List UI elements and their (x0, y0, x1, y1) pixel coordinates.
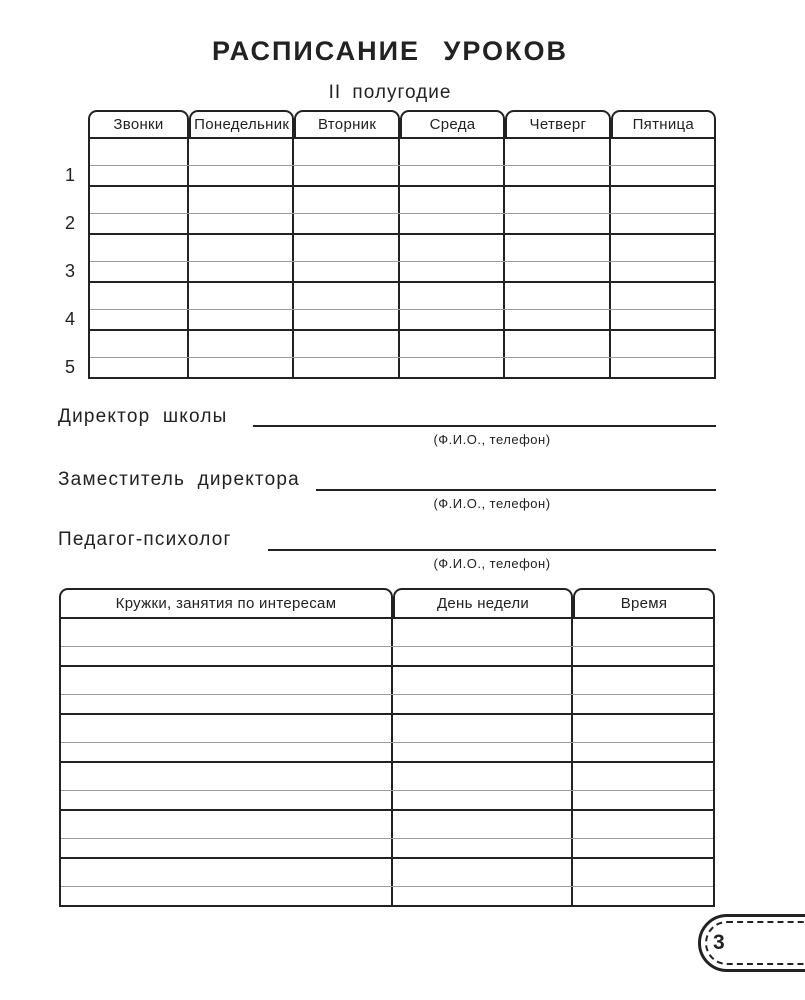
table-row (90, 187, 714, 214)
table-row (61, 695, 713, 713)
table-row-group (61, 715, 713, 763)
empty-cell (294, 310, 399, 329)
empty-cell (393, 763, 573, 790)
column-header-monday: Понедельник (189, 110, 294, 137)
empty-cell (573, 667, 713, 694)
empty-cell (294, 358, 399, 377)
column-header-thursday: Четверг (505, 110, 610, 137)
table-row-group (61, 763, 713, 811)
staff-label: Директор школы (58, 406, 228, 427)
empty-cell (400, 358, 505, 377)
column-header-weekday: День недели (393, 588, 573, 617)
empty-cell (393, 791, 573, 809)
schedule-table-body (88, 137, 716, 379)
empty-cell (90, 358, 189, 377)
empty-cell (90, 283, 189, 309)
empty-cell (90, 235, 189, 261)
empty-cell (189, 358, 294, 377)
empty-cell (189, 262, 294, 281)
table-row-group (90, 235, 714, 283)
table-row (61, 791, 713, 809)
empty-cell (294, 214, 399, 233)
empty-cell (573, 695, 713, 713)
empty-cell (400, 262, 505, 281)
empty-cell (573, 619, 713, 646)
table-row (90, 166, 714, 185)
empty-cell (393, 887, 573, 905)
table-row-group (90, 283, 714, 331)
empty-cell (573, 715, 713, 742)
empty-cell (505, 214, 610, 233)
empty-cell (393, 667, 573, 694)
empty-cell (505, 358, 610, 377)
empty-cell (611, 331, 714, 357)
empty-cell (505, 235, 610, 261)
empty-cell (393, 859, 573, 886)
empty-cell (400, 214, 505, 233)
empty-cell (611, 283, 714, 309)
empty-cell (505, 166, 610, 185)
empty-cell (393, 715, 573, 742)
empty-cell (189, 283, 294, 309)
empty-cell (393, 647, 573, 665)
table-row (90, 310, 714, 329)
clubs-table (59, 588, 715, 907)
empty-cell (189, 139, 294, 165)
empty-cell (573, 839, 713, 857)
empty-cell (573, 743, 713, 761)
page-title: РАСПИСАНИЕ УРОКОВ (212, 36, 568, 66)
empty-cell (61, 763, 393, 790)
lesson-row-number: 1 (64, 165, 75, 185)
empty-cell (61, 887, 393, 905)
lesson-row-number: 4 (64, 309, 75, 329)
empty-cell (611, 262, 714, 281)
table-row (61, 859, 713, 887)
table-row (61, 667, 713, 695)
table-row (61, 715, 713, 743)
empty-cell (573, 647, 713, 665)
empty-cell (611, 187, 714, 213)
table-row (61, 619, 713, 647)
empty-cell (189, 235, 294, 261)
empty-cell (505, 139, 610, 165)
column-header-friday: Пятница (611, 110, 716, 137)
empty-cell (505, 310, 610, 329)
table-row (90, 283, 714, 310)
empty-cell (61, 695, 393, 713)
empty-cell (573, 859, 713, 886)
empty-cell (61, 619, 393, 646)
empty-cell (90, 262, 189, 281)
column-header-bells: Звонки (88, 110, 189, 137)
lesson-row-number: 2 (64, 213, 75, 233)
empty-cell (611, 310, 714, 329)
fio-phone-hint: (Ф.И.О., телефон) (433, 556, 551, 571)
empty-cell (61, 715, 393, 742)
empty-cell (294, 331, 399, 357)
empty-cell (505, 331, 610, 357)
empty-cell (61, 667, 393, 694)
lesson-row-number: 3 (64, 261, 75, 281)
empty-cell (400, 166, 505, 185)
column-header-clubs: Кружки, занятия по интересам (59, 588, 393, 617)
empty-cell (294, 187, 399, 213)
page-number: 3 (713, 931, 725, 954)
empty-cell (189, 214, 294, 233)
empty-cell (400, 139, 505, 165)
table-row-group (61, 667, 713, 715)
table-row (61, 887, 713, 905)
empty-cell (61, 647, 393, 665)
fill-in-line (316, 489, 716, 491)
table-row (90, 262, 714, 281)
empty-cell (189, 166, 294, 185)
column-header-tuesday: Вторник (294, 110, 399, 137)
schedule-header-row (88, 110, 716, 137)
lesson-row-number: 5 (64, 357, 75, 377)
table-row (90, 139, 714, 166)
table-row (90, 331, 714, 358)
column-header-wednesday: Среда (400, 110, 505, 137)
fill-in-line (253, 425, 716, 427)
empty-cell (400, 310, 505, 329)
table-row (61, 811, 713, 839)
empty-cell (573, 811, 713, 838)
table-row-group (90, 187, 714, 235)
empty-cell (294, 166, 399, 185)
empty-cell (61, 839, 393, 857)
clubs-table-body (59, 617, 715, 907)
empty-cell (294, 139, 399, 165)
staff-label: Заместитель директора (58, 469, 300, 490)
table-row (90, 235, 714, 262)
empty-cell (611, 214, 714, 233)
fill-in-line (268, 549, 716, 551)
table-row (61, 743, 713, 761)
empty-cell (61, 811, 393, 838)
table-row-group (61, 619, 713, 667)
empty-cell (573, 763, 713, 790)
empty-cell (611, 235, 714, 261)
fio-phone-hint: (Ф.И.О., телефон) (433, 496, 551, 511)
page-number-tab (698, 914, 805, 972)
table-row (61, 839, 713, 857)
empty-cell (393, 695, 573, 713)
empty-cell (294, 235, 399, 261)
empty-cell (189, 187, 294, 213)
column-header-time: Время (573, 588, 715, 617)
table-row-group (90, 139, 714, 187)
staff-label: Педагог-психолог (58, 529, 232, 550)
table-row-group (61, 811, 713, 859)
empty-cell (294, 262, 399, 281)
empty-cell (90, 331, 189, 357)
page-subtitle: II полугодие (328, 82, 452, 103)
empty-cell (393, 743, 573, 761)
empty-cell (90, 214, 189, 233)
empty-cell (61, 743, 393, 761)
table-row-group (61, 859, 713, 905)
lesson-schedule-table (88, 110, 716, 379)
table-row-group (90, 331, 714, 377)
empty-cell (61, 791, 393, 809)
empty-cell (400, 283, 505, 309)
table-row (61, 647, 713, 665)
fio-phone-hint: (Ф.И.О., телефон) (433, 432, 551, 447)
empty-cell (505, 262, 610, 281)
empty-cell (611, 139, 714, 165)
empty-cell (90, 139, 189, 165)
empty-cell (393, 619, 573, 646)
empty-cell (505, 283, 610, 309)
empty-cell (573, 791, 713, 809)
clubs-header-row (59, 588, 715, 617)
empty-cell (400, 331, 505, 357)
table-row (61, 763, 713, 791)
empty-cell (611, 166, 714, 185)
empty-cell (90, 166, 189, 185)
empty-cell (505, 187, 610, 213)
empty-cell (294, 283, 399, 309)
empty-cell (61, 859, 393, 886)
empty-cell (400, 235, 505, 261)
empty-cell (90, 187, 189, 213)
empty-cell (393, 811, 573, 838)
empty-cell (393, 839, 573, 857)
empty-cell (189, 331, 294, 357)
empty-cell (400, 187, 505, 213)
table-row (90, 214, 714, 233)
empty-cell (573, 887, 713, 905)
empty-cell (90, 310, 189, 329)
empty-cell (611, 358, 714, 377)
table-row (90, 358, 714, 377)
empty-cell (189, 310, 294, 329)
